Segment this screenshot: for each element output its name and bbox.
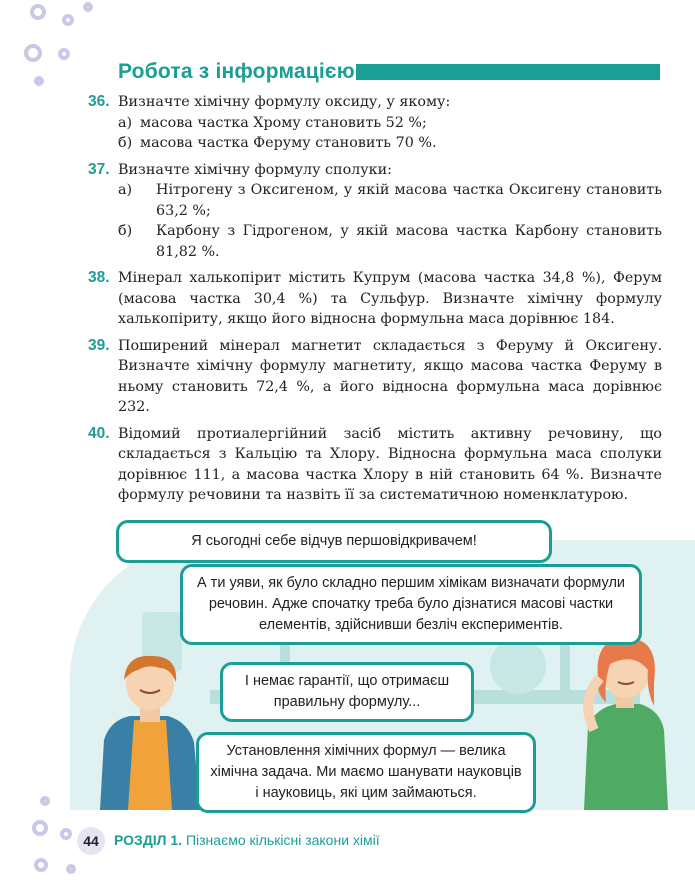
dot	[66, 864, 76, 874]
dot	[34, 76, 44, 86]
bubble-text: Установлення хімічних формул — велика хімічна задача. Ми маємо шанувати науковців і науковиць, які цим займаються.	[210, 743, 522, 801]
task-list	[88, 92, 662, 512]
task-subitem	[118, 180, 662, 221]
dot	[34, 858, 48, 872]
chapter-footer	[114, 832, 380, 848]
flask-icon	[490, 638, 546, 694]
subitem-letter: б)	[118, 135, 133, 151]
task-text: Визначте хімічну формулу сполуки:	[118, 161, 392, 178]
task-text: Поширений мінерал магнетит складається з Феруму й Оксигену. Визначте хімічну формулу магнетиту, якщо масова частка Феруму в ньому становить 72,4 %, а його відносна формульна маса дорівнює 232.	[118, 337, 662, 415]
bubble-text: А ти уяви, як було складно першим хімікам визначати формули речовин. Адже спочатку треба було дізнатися масові частки елементів, здійснивши безліч експериментів.	[196, 575, 626, 633]
speech-bubble-boy-2	[220, 662, 474, 722]
dot	[40, 796, 50, 806]
task-number: 38.	[88, 269, 110, 286]
task-36	[88, 92, 662, 154]
speech-bubble-girl-1	[180, 564, 642, 645]
subitem-letter: а)	[118, 114, 133, 131]
speech-bubble-girl-2	[196, 732, 536, 813]
subitem-text: масова частка Хрому становить 52 %;	[140, 114, 427, 131]
page-number: 44	[77, 827, 105, 855]
task-text: Визначте хімічну формулу оксиду, у якому:	[118, 94, 451, 110]
dot	[62, 14, 74, 26]
dialog-illustration	[70, 520, 695, 810]
section-title: Робота з інформацією	[118, 60, 355, 83]
subitem-text: Нітрогену з Оксигеном, у якій масова частка Оксигену становить 63,2 %;	[156, 182, 662, 219]
title-bar	[356, 64, 660, 80]
bubble-text: Я сьогодні себе відчув першовідкривачем!	[191, 533, 477, 549]
task-subitem	[118, 221, 662, 262]
dot	[83, 2, 93, 12]
dot	[32, 820, 48, 836]
task-text: Відомий протиалергійний засіб містить активну речовину, що складається з Кальцію та Хлору. Відносна формульна маса сполуки дорівнює 111, а масова частка Хлору в ній становить 64 %. Визначте формулу речовини та назвіть її за систематичною номенклатурою.	[118, 425, 662, 503]
task-number: 36.	[88, 93, 110, 110]
subitem-text: Карбону з Гідрогеном, у якій масова частка Карбону становить 81,82 %.	[156, 223, 662, 260]
task-number: 37.	[88, 160, 110, 178]
dot	[60, 828, 72, 840]
task-subitem	[118, 113, 662, 134]
chapter-title: Пізнаємо кількісні закони хімії	[185, 832, 380, 848]
girl-illustration	[570, 630, 680, 810]
subitem-text: масова частка Феруму становить 70 %.	[140, 135, 437, 151]
task-39	[88, 336, 662, 418]
decorative-dots	[0, 0, 110, 90]
speech-bubble-boy-1	[116, 520, 552, 563]
dot	[24, 44, 42, 62]
boy-illustration	[90, 650, 210, 810]
task-40	[88, 424, 662, 506]
dot	[58, 48, 70, 60]
task-number: 40.	[88, 424, 110, 442]
dot	[30, 4, 46, 20]
task-number: 39.	[88, 336, 110, 354]
task-subitem	[118, 133, 662, 154]
subitem-letter: а)	[118, 182, 133, 198]
task-text: Мінерал халькопірит містить Купрум (масова частка 34,8 %), Ферум (масова частка 30,4 %) та Сульфур. Визначте хімічну формулу халькопіриту, якщо його відносна формульна маса дорівнює 184.	[118, 270, 662, 327]
task-37	[88, 160, 662, 263]
chapter-label: РОЗДІЛ 1.	[114, 832, 183, 848]
bubble-text: І немає гарантії, що отримаєш правильну формулу...	[244, 673, 450, 710]
task-38	[88, 268, 662, 330]
subitem-letter: б)	[118, 223, 133, 239]
